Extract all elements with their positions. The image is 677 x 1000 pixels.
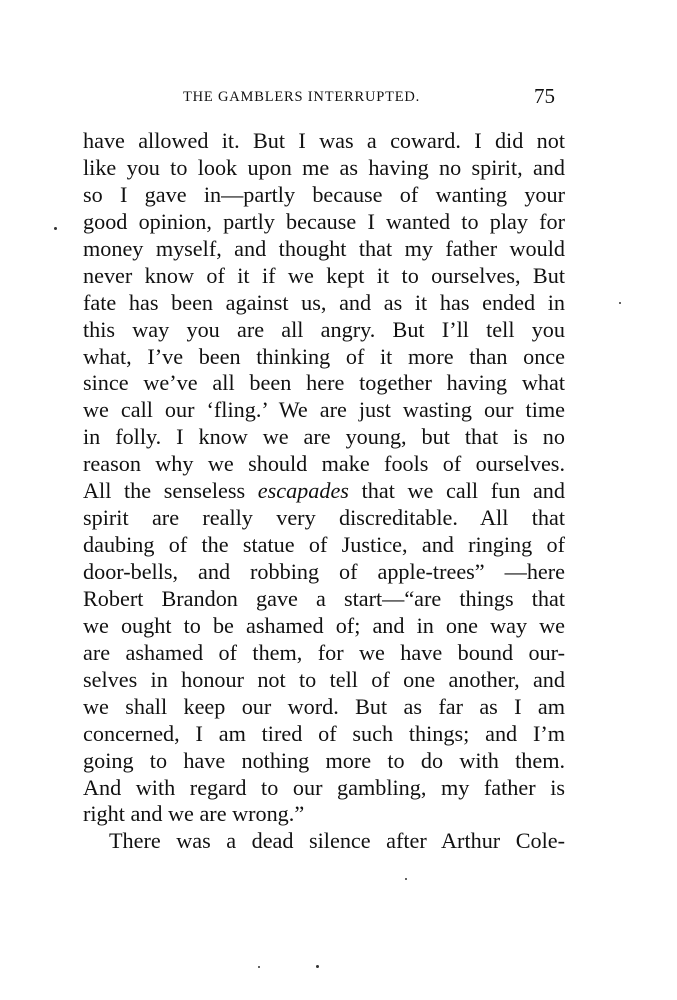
text-line-escapades: All the senseless escapades that we call fun and <box>83 478 565 504</box>
text-line: selves in honour not to tell of one another, and <box>83 666 565 692</box>
text-line: in folly. I know we are young, but that is no <box>83 424 565 450</box>
text-line: so I gave in—partly because of wanting your <box>83 181 565 207</box>
text-line: we call our ‘fling.’ We are just wasting our time <box>83 397 565 423</box>
text-line: never know of it if we kept it to ourselves, But <box>83 262 565 288</box>
text-line: we shall keep our word. But as far as I am <box>83 693 565 719</box>
body-text <box>83 128 565 855</box>
text-line: Robert Brandon gave a start—“are things that <box>83 585 565 611</box>
text-line: are ashamed of them, for we have bound our- <box>83 639 565 665</box>
text-line: concerned, I am tired of such things; and I’m <box>83 720 565 746</box>
text-line: what, I’ve been thinking of it more than once <box>83 343 565 369</box>
print-speck <box>54 227 57 230</box>
text-line: have allowed it. But I was a coward. I did not <box>83 128 565 153</box>
text-line: since we’ve all been here together having what <box>83 370 565 396</box>
text-line: good opinion, partly because I wanted to play for <box>83 208 565 234</box>
text-line: this way you are all angry. But I’ll tell you <box>83 316 565 342</box>
text-line: reason why we should make fools of ourselves. <box>83 451 565 477</box>
text-line: money myself, and thought that my father would <box>83 235 565 261</box>
text-line: daubing of the statue of Justice, and ringing of <box>83 532 565 558</box>
text-line: like you to look upon me as having no spirit, and <box>83 154 565 180</box>
print-speck <box>405 878 407 880</box>
print-speck <box>619 302 621 304</box>
text-line: door-bells, and robbing of apple-trees” —here <box>83 559 565 584</box>
text-line: And with regard to our gambling, my father is <box>83 774 565 800</box>
page-number: 75 <box>534 84 555 108</box>
text-line: going to have nothing more to do with them. <box>83 747 565 773</box>
running-title: THE GAMBLERS INTERRUPTED. <box>183 89 421 105</box>
print-speck <box>258 966 260 968</box>
text-line: we ought to be ashamed of; and in one way we <box>83 612 565 638</box>
print-speck <box>316 965 319 968</box>
text-line-paragraph-start: There was a dead silence after Arthur Cole- <box>109 828 565 854</box>
italic-word: escapades <box>257 478 349 504</box>
text-line: right and we are wrong.” <box>83 801 305 827</box>
text-line: spirit are really very discreditable. All that <box>83 505 565 531</box>
text-line: fate has been against us, and as it has ended in <box>83 289 565 315</box>
